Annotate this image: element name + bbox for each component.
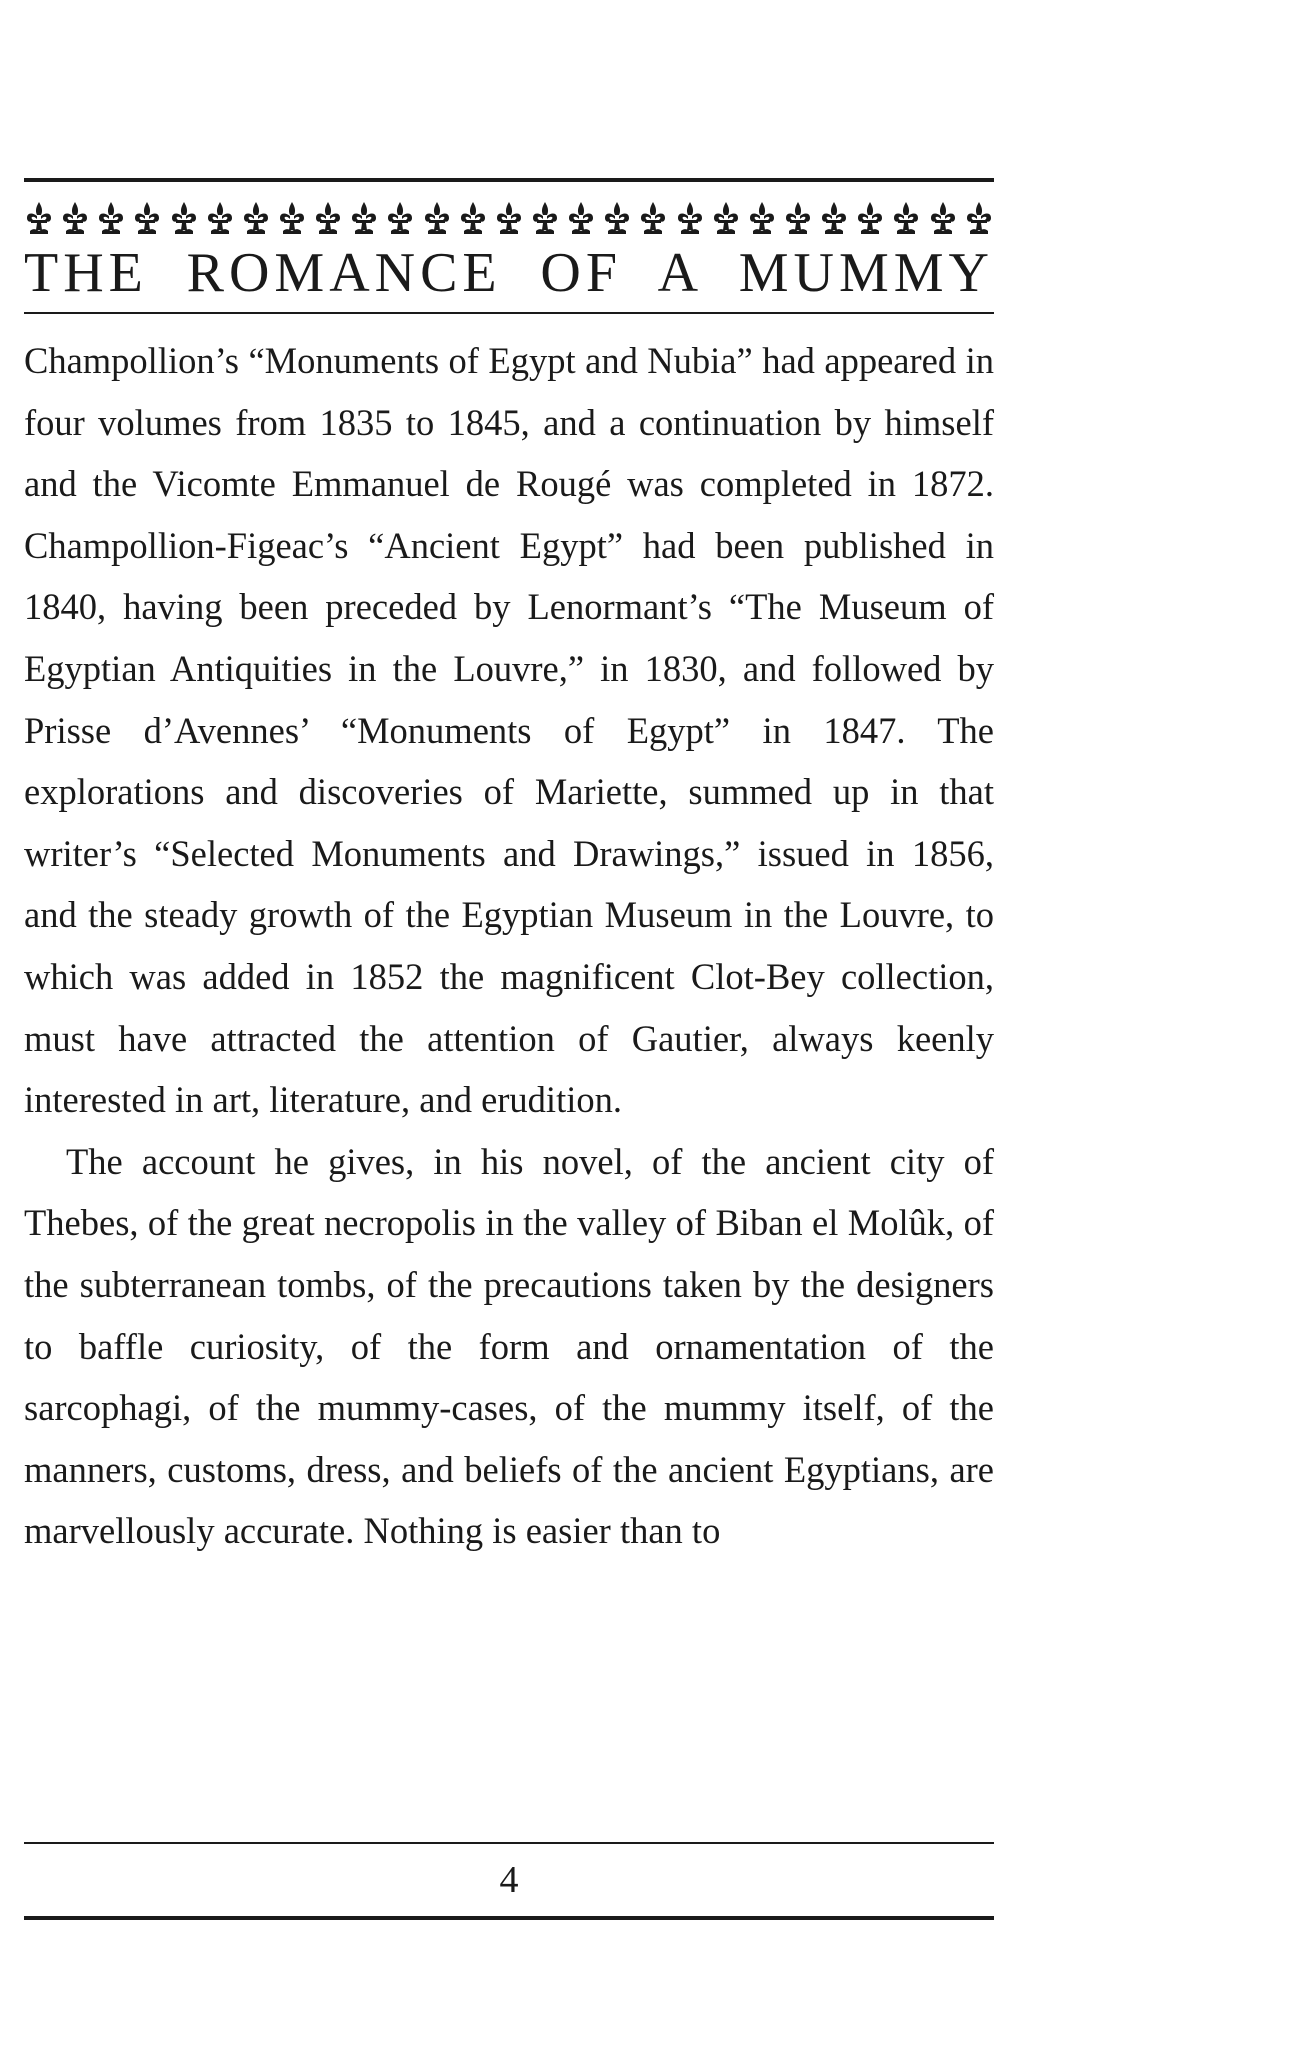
fleur-de-lis-icon <box>96 201 126 235</box>
fleur-de-lis-icon <box>169 201 199 235</box>
fleur-de-lis-icon <box>241 201 271 235</box>
fleur-de-lis-icon <box>60 201 90 235</box>
fleur-de-lis-icon <box>205 201 235 235</box>
fleur-de-lis-icon <box>855 201 885 235</box>
fleur-de-lis-icon <box>891 201 921 235</box>
fleur-de-lis-icon <box>313 201 343 235</box>
footer-top-rule <box>24 1842 994 1844</box>
book-page <box>24 0 994 2055</box>
fleur-de-lis-icon <box>494 201 524 235</box>
fleur-de-lis-icon <box>458 201 488 235</box>
header-top-rule <box>24 178 994 182</box>
body-text <box>24 330 994 1562</box>
fleur-de-lis-icon <box>783 201 813 235</box>
fleur-de-lis-icon <box>277 201 307 235</box>
fleur-de-lis-icon <box>638 201 668 235</box>
running-head-title: THE ROMANCE OF A MUMMY <box>24 242 994 304</box>
fleur-de-lis-icon <box>132 201 162 235</box>
fleur-de-lis-icon <box>675 201 705 235</box>
paragraph-1: Champollion’s “Monuments of Egypt and Nubia” had appeared in four volumes from 1835 to 1845, and a continuation by himself and the Vicomte Emmanuel de Rougé was completed in 1872. Champollion-Figeac’s “Ancient Egypt” had been published in 1840, having been preceded by Lenormant’s “The Museum of Egyptian Antiquities in the Louvre,” in 1830, and followed by Prisse d’Avennes’ “Monuments of Egypt” in 1847. The explorations and discoveries of Mariette, summed up in that writer’s “Selected Monuments and Drawings,” issued in 1856, and the steady growth of the Egyptian Museum in the Louvre, to which was added in 1852 the magnificent Clot-Bey collection, must have attracted the attention of Gautier, always keenly interested in art, literature, and erudition. <box>24 340 994 1121</box>
header-bottom-rule <box>24 312 994 314</box>
fleur-de-lis-icon <box>602 201 632 235</box>
fleur-de-lis-icon <box>964 201 994 235</box>
paragraph-2: The account he gives, in his novel, of the ancient city of Thebes, of the great necropolis in the valley of Biban el Molûk, of the subterranean tombs, of the precautions taken by the designers to baffle curiosity, of the form and ornamentation of the sarcophagi, of the mummy-cases, of the mummy itself, of the manners, customs, dress, and beliefs of the ancient Egyptians, are marvellously accurate. Nothing is easier than to <box>24 1140 994 1552</box>
page-number: 4 <box>499 1859 519 1901</box>
fleur-de-lis-icon <box>819 201 849 235</box>
fleur-de-lis-icon <box>747 201 777 235</box>
fleur-de-lis-icon <box>422 201 452 235</box>
fleur-de-lis-icon <box>24 201 54 235</box>
fleur-de-lis-icon <box>566 201 596 235</box>
fleuron-ornament-row <box>24 195 994 235</box>
fleur-de-lis-icon <box>385 201 415 235</box>
fleur-de-lis-icon <box>711 201 741 235</box>
fleur-de-lis-icon <box>928 201 958 235</box>
fleur-de-lis-icon <box>349 201 379 235</box>
fleur-de-lis-icon <box>530 201 560 235</box>
footer-bottom-rule <box>24 1916 994 1920</box>
